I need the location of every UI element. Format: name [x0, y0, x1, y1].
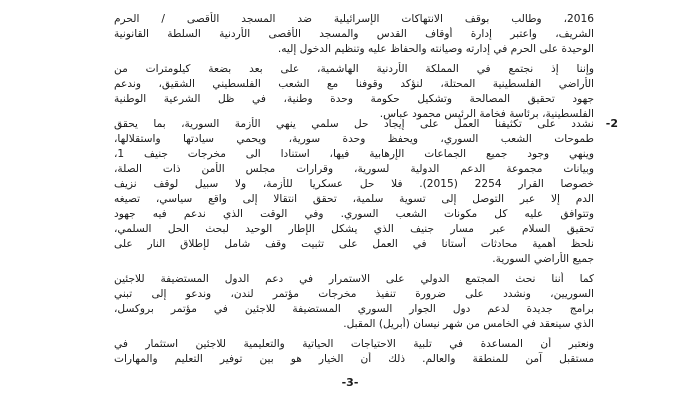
text-line: الدم إلا عبر التوصل إلى تسوية سلمية، تحقق انتقالا إلى واقع سياسي، تصيغه	[114, 193, 594, 205]
text-line: وينهي وجود جميع الجماعات الإرهابية فيها، استنادا الى مخرجات جنيف 1،	[114, 148, 594, 160]
text-line: مستقبل آمن للمنطقة والعالم. ذلك أن الخيار هو بين توفير التعليم والمهارات	[114, 353, 594, 365]
text-line: ونعتبر أن المساعدة في تلبية الاحتياجات الحياتية والتعليمية للاجئين استثمار في	[114, 338, 594, 350]
text-line: برامج جديدة لدعم دول الجوار السوري المستضيفة للاجئين في مؤتمر بروكسل،	[114, 303, 594, 315]
text-line: وتتوافق عليه كل مكونات الشعب السوري. وفي الوقت الذي ندعم فيه جهود	[114, 208, 594, 220]
text-line: جهود تحقيق المصالحة وتشكيل حكومة وحدة وطنية، في ظل الشرعية الوطنية	[114, 93, 594, 105]
text-line: الفلسطينية، برئاسة فخامة الرئيس محمود عباس.	[379, 108, 594, 120]
text-line: الشريف، واعتبر إدارة أوقاف القدس والمسجد الأقصى الأردنية السلطة القانونية	[114, 28, 594, 40]
text-line: نلحظ أهمية محادثات أستانا في العمل على تثبيت وقف شامل لإطلاق النار على	[114, 238, 594, 250]
text-line: 2016، وطالب بوقف الانتهاكات الإسرائيلية ضد المسجد الأقصى / الحرم	[114, 13, 594, 25]
text-line: وإننا إذ نجتمع في المملكة الأردنية الهاشمية، على بعد بضعة كيلومترات من	[114, 63, 594, 75]
text-line: طموحات الشعب السوري، ويحفظ وحدة سورية، ويحمي سيادتها واستقلالها،	[114, 133, 594, 145]
text-line: الذي سينعقد في الخامس من شهر نيسان (أبريل) المقبل.	[343, 318, 594, 330]
text-line: كما أننا نحث المجتمع الدولي على الاستمرار في دعم الدول المستضيفة للاجئين	[114, 273, 594, 285]
text-line: نشدد على تكثيفنا العمل على إيجاد حل سلمي ينهي الأزمة السورية، بما يحقق	[114, 118, 594, 130]
text-line: الوحيدة على الحرم في إدارته وصيانته والحفاظ عليه وتنظيم الدخول إليه.	[277, 43, 594, 55]
text-line: الأراضي الفلسطينية المحتلة، لنؤكد وقوفنا مع الشعب الفلسطيني الشقيق، وندعم	[114, 78, 594, 90]
text-line: تحقيق السلام عبر مسار جنيف الذي يشكل الإطار الوحيد لبحث الحل السلمي،	[114, 223, 594, 235]
text-line: جميع الأراضي السورية.	[492, 253, 594, 265]
text-line: وبيانات مجموعة الدعم الدولية لسورية، وقرارات مجلس الأمن ذات الصلة،	[114, 163, 594, 175]
item-number: -2	[605, 117, 618, 130]
text-line: خصوصا القرار 2254 (2015). فلا حل عسكريا للأزمة، ولا سبيل لوقف نزيف	[114, 178, 594, 190]
text-line: السوريين، ونشدد على ضرورة تنفيذ مخرجات مؤتمر لندن، وندعو إلى تبني	[114, 288, 594, 300]
page-number: -3-	[341, 376, 359, 389]
